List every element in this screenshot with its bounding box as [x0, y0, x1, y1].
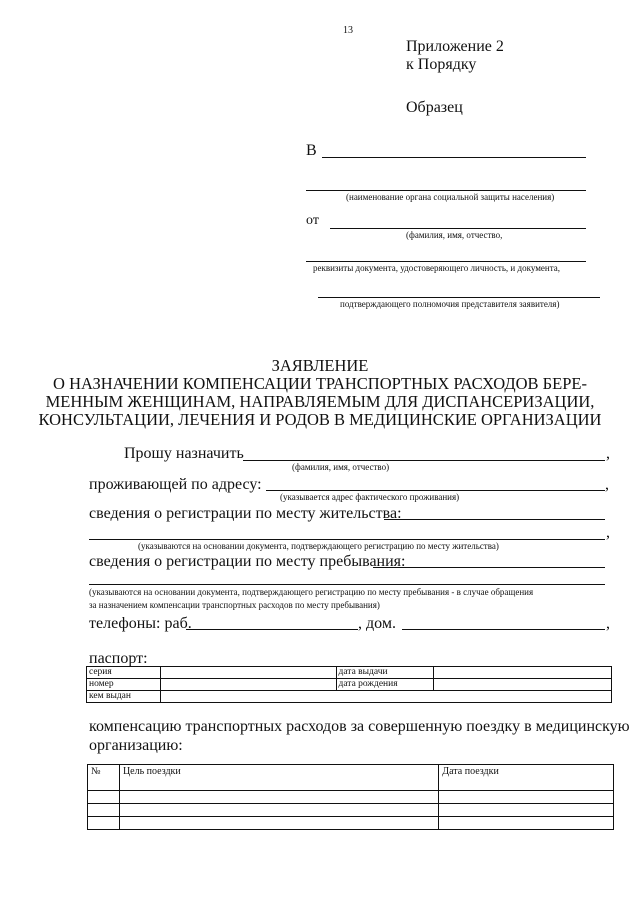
org-caption: (наименование органа социальной защиты населения) [346, 192, 555, 202]
fio-input-line[interactable] [243, 460, 605, 461]
registration-label: сведения о регистрации по месту жительства: [89, 505, 402, 522]
docs-caption: реквизиты документа, удостоверяющего личность, и документа, [313, 263, 560, 273]
fio-caption: (фамилия, имя, отчество) [292, 462, 390, 472]
work-phone-input-line[interactable] [186, 629, 358, 630]
org-line[interactable] [306, 190, 586, 191]
trip-num-cell[interactable] [88, 817, 120, 830]
appendix-line-2: к Порядку [406, 56, 477, 73]
passport-number-cell[interactable] [160, 679, 336, 691]
trip-purpose-cell[interactable] [119, 791, 438, 804]
table-row [87, 667, 612, 679]
document-title: ЗАЯВЛЕНИЕ [271, 356, 369, 375]
authority-caption: подтверждающего полномочия представителя заявителя) [340, 299, 560, 309]
trip-date-cell[interactable] [439, 804, 614, 817]
registration-input-line[interactable] [384, 519, 605, 520]
passport-issue-date-label: дата выдачи [336, 667, 434, 679]
table-row [88, 817, 614, 830]
stay-caption-1: (указываются на основании документа, подтверждающего регистрацию по месту пребывания - в случае обращения [89, 587, 534, 597]
address-label: проживающей по адресу: [89, 476, 262, 493]
table-row [87, 679, 612, 691]
page-number: 13 [343, 25, 353, 36]
birth-date-cell[interactable] [434, 679, 612, 691]
to-prefix: В [306, 142, 317, 159]
request-label: Прошу назначить [124, 445, 244, 462]
phones-comma: , [606, 615, 610, 632]
authority-line[interactable] [318, 297, 600, 298]
title-line-3: МЕННЫМ ЖЕНЩИНАМ, НАПРАВЛЯЕМЫМ ДЛЯ ДИСПАНСЕРИЗАЦИИ, [45, 392, 595, 411]
trip-purpose-cell[interactable] [119, 804, 438, 817]
address-caption: (указывается адрес фактического проживания) [280, 492, 460, 502]
stay-caption-2: за назначением компенсации транспортных расходов по месту пребывания) [89, 600, 380, 610]
passport-number-label: номер [87, 679, 161, 691]
trip-date-cell[interactable] [439, 791, 614, 804]
trip-num-cell[interactable] [88, 804, 120, 817]
birth-date-label: дата рождения [336, 679, 434, 691]
table-row [88, 791, 614, 804]
registration-caption: (указываются на основании документа, подтверждающего регистрацию по месту жительства) [138, 541, 499, 551]
fio-comma: , [606, 445, 610, 462]
trip-num-cell[interactable] [88, 791, 120, 804]
issued-by-cell[interactable] [160, 691, 611, 703]
passport-table [86, 666, 612, 703]
sample-label: Образец [406, 99, 463, 116]
appendix-line-1: Приложение 2 [406, 38, 504, 55]
compensation-text-line-2: организацию: [89, 737, 183, 754]
trips-table [87, 764, 614, 830]
address-comma: , [605, 476, 609, 493]
compensation-text-line-1: компенсацию транспортных расходов за совершенную поездку в медицинскую [89, 718, 630, 735]
to-line[interactable] [322, 157, 586, 158]
title-line-2: О НАЗНАЧЕНИИ КОМПЕНСАЦИИ ТРАНСПОРТНЫХ РАСХОДОВ БЕРЕ- [53, 374, 587, 393]
trip-date-cell[interactable] [439, 817, 614, 830]
passport-series-cell[interactable] [160, 667, 336, 679]
stay-input-line[interactable] [373, 567, 605, 568]
issued-by-label: кем выдан [87, 691, 161, 703]
passport-issue-date-cell[interactable] [434, 667, 612, 679]
phones-label: телефоны: раб. [89, 615, 192, 632]
title-line-4: КОНСУЛЬТАЦИИ, ЛЕЧЕНИЯ И РОДОВ В МЕДИЦИНСКИЕ ОРГАНИЗАЦИИ [38, 410, 602, 429]
registration-input-line-2[interactable] [89, 539, 605, 540]
date-header: Дата поездки [439, 765, 614, 791]
stay-input-line-2[interactable] [89, 584, 605, 585]
from-prefix: от [306, 213, 319, 228]
passport-series-label: серия [87, 667, 161, 679]
num-header: № [88, 765, 120, 791]
table-row [88, 804, 614, 817]
stay-label: сведения о регистрации по месту пребывания: [89, 553, 406, 570]
address-input-line[interactable] [266, 490, 605, 491]
from-line[interactable] [330, 228, 586, 229]
purpose-header: Цель поездки [119, 765, 438, 791]
docs-line[interactable] [306, 261, 586, 262]
passport-label: паспорт: [89, 650, 148, 667]
table-header-row [88, 765, 614, 791]
home-label: , дом. [358, 615, 396, 632]
table-row [87, 691, 612, 703]
trip-purpose-cell[interactable] [119, 817, 438, 830]
home-phone-input-line[interactable] [402, 629, 605, 630]
registration-comma: , [606, 524, 610, 541]
name-caption: (фамилия, имя, отчество, [406, 230, 503, 240]
